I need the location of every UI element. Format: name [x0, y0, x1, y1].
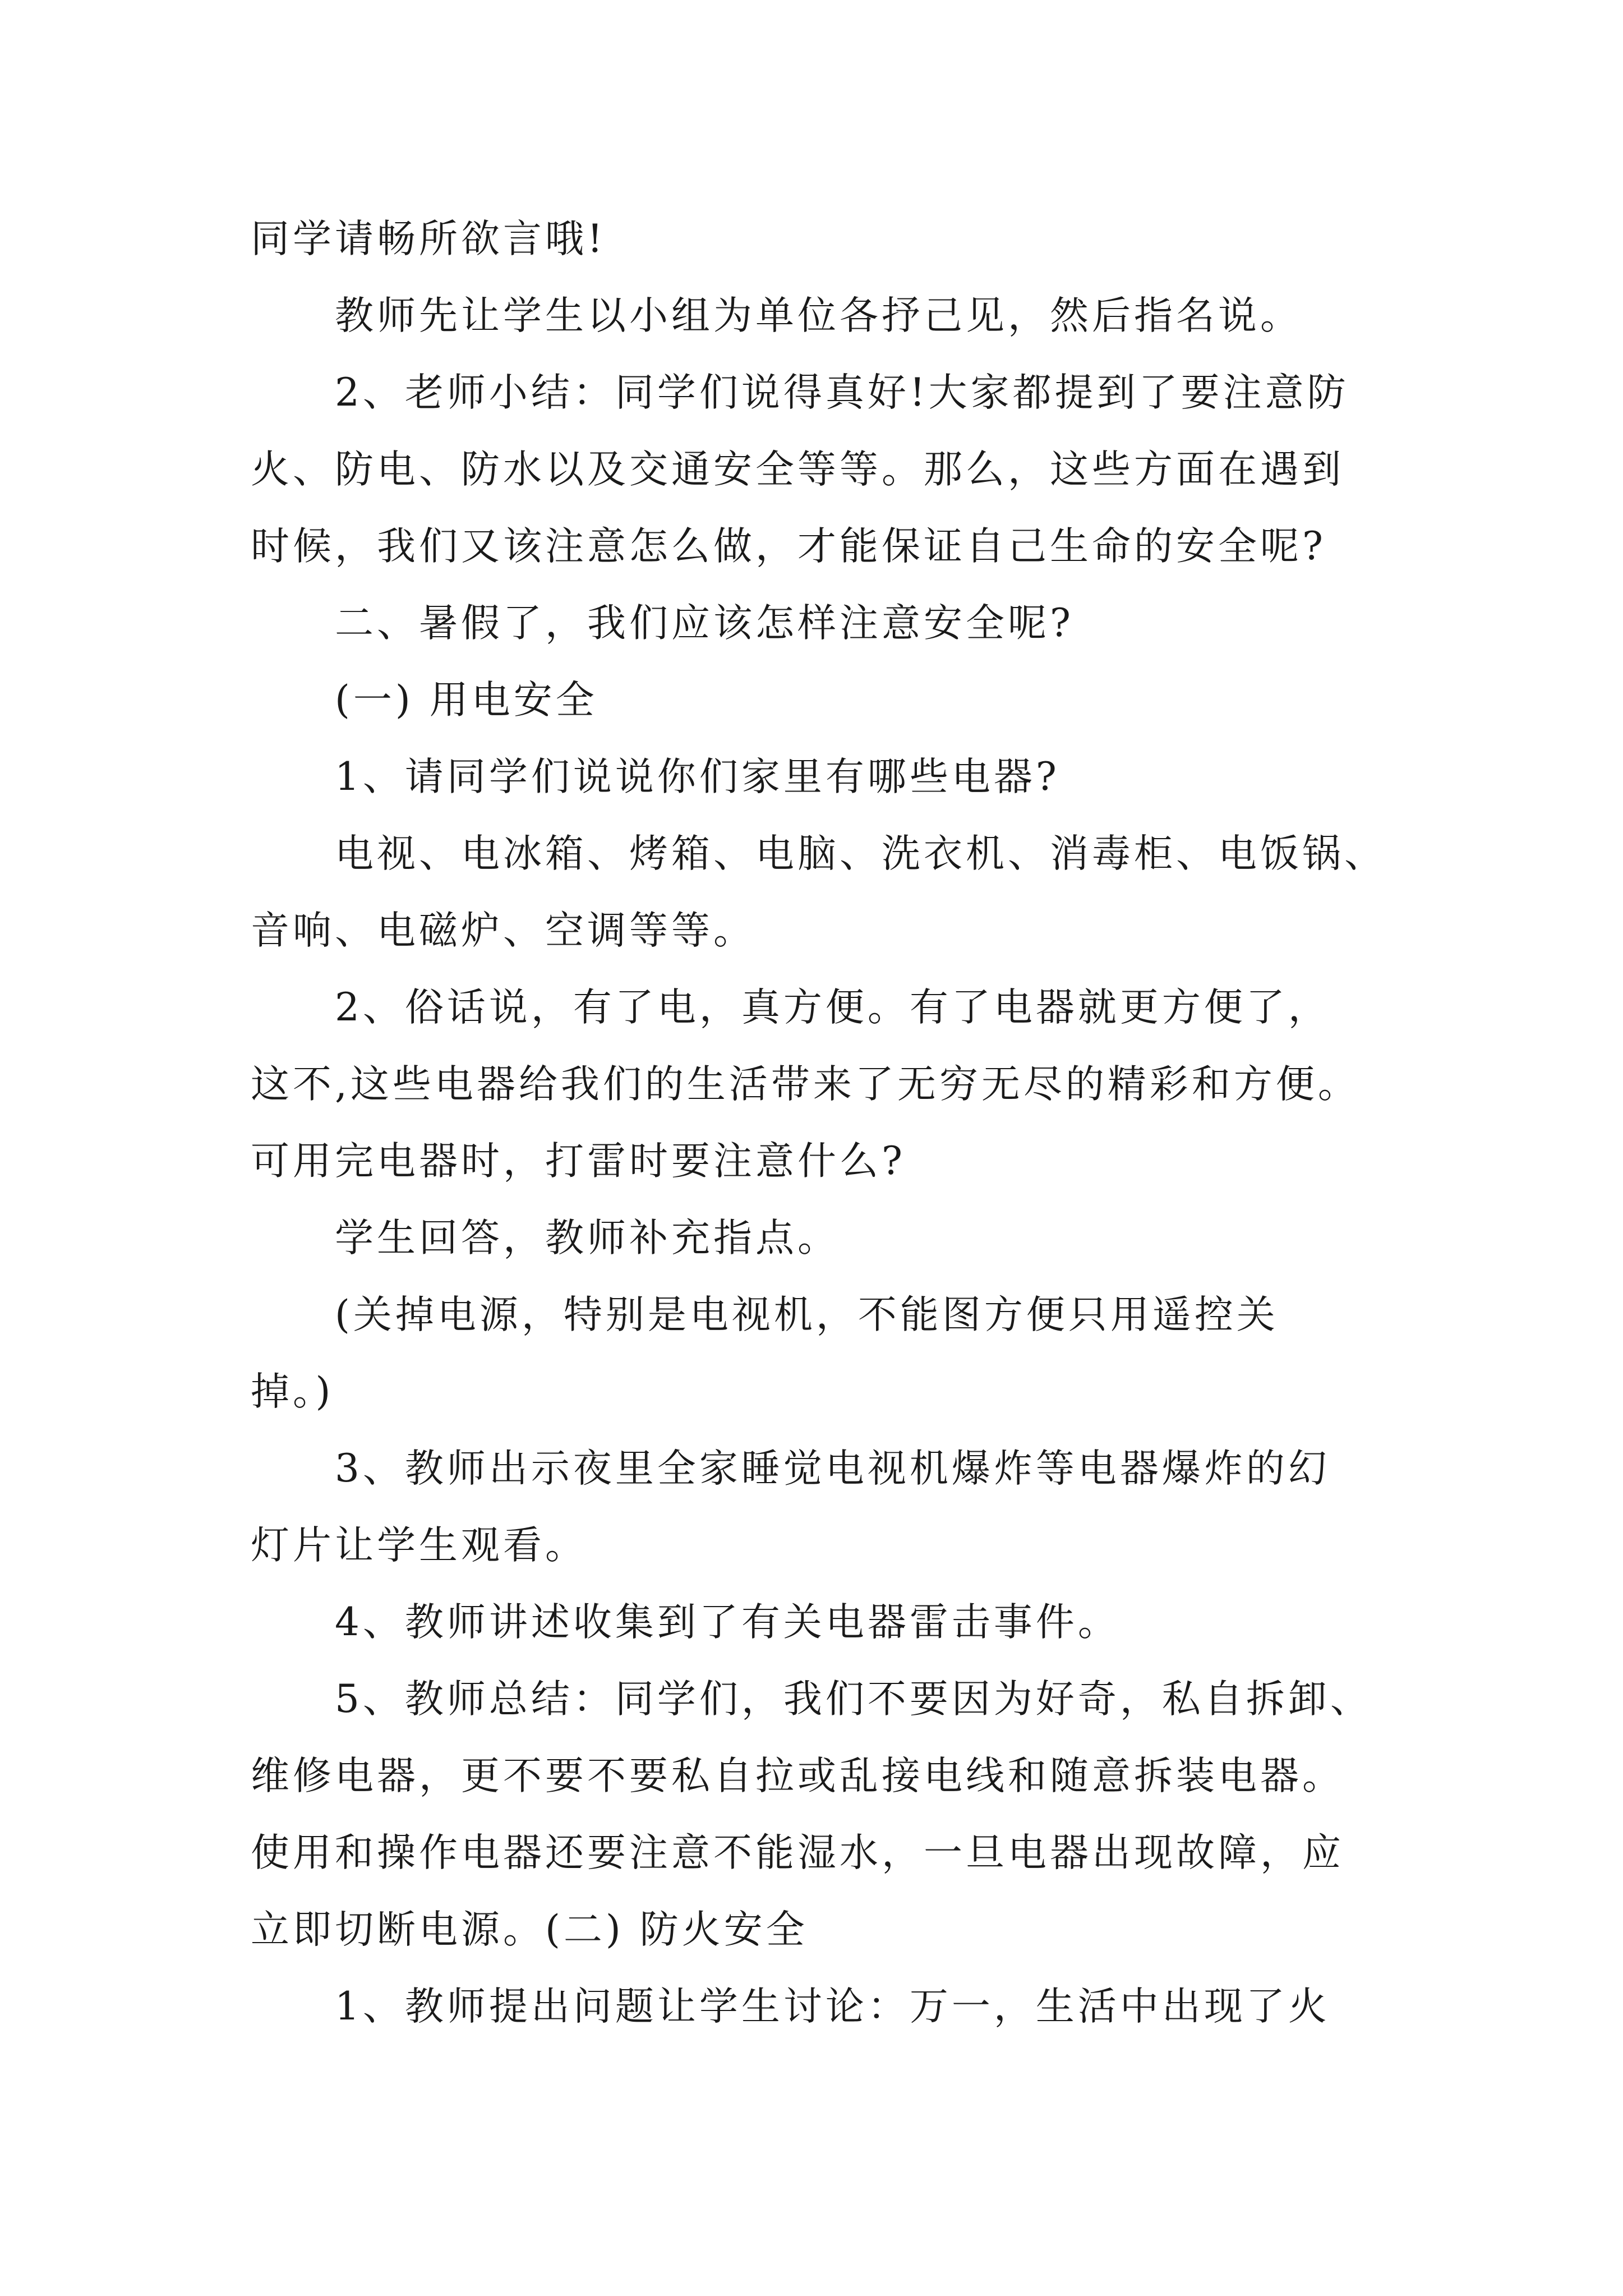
- text-line: 1、请同学们说说你们家里有哪些电器?: [335, 754, 1060, 799]
- text-line: 5、教师总结：同学们，我们不要因为好奇，私自拆卸、: [335, 1677, 1372, 1722]
- text-line: 立即切断电源。(二) 防火安全: [251, 1907, 808, 1952]
- text-line: 4、教师讲述收集到了有关电器雷击事件。: [335, 1600, 1120, 1645]
- text-line: 掉。): [251, 1369, 334, 1414]
- text-line: 学生回答，教师补充指点。: [335, 1216, 840, 1260]
- text-line: 同学请畅所欲言哦!: [251, 217, 606, 261]
- text-line: 维修电器，更不要不要私自拉或乱接电线和随意拆装电器。: [251, 1754, 1344, 1798]
- text-line: 灯片让学生观看。: [251, 1523, 587, 1568]
- section-heading: (一) 用电安全: [335, 678, 598, 723]
- text-line: 可用完电器时，打雷时要注意什么?: [251, 1139, 906, 1184]
- text-line: 教师先让学生以小组为单位各抒己见，然后指名说。: [335, 293, 1302, 338]
- text-line: 2、老师小结：同学们说得真好!大家都提到了要注意防: [335, 370, 1349, 415]
- text-line: 3、教师出示夜里全家睡觉电视机爆炸等电器爆炸的幻: [335, 1446, 1330, 1491]
- text-line: 二、暑假了，我们应该怎样注意安全呢?: [335, 601, 1074, 646]
- text-line: 电视、电冰箱、烤箱、电脑、洗衣机、消毒柜、电饭锅、: [335, 831, 1386, 876]
- text-line: 时候，我们又该注意怎么做，才能保证自己生命的安全呢?: [251, 524, 1326, 569]
- text-line: 音响、电磁炉、空调等等。: [251, 908, 755, 953]
- text-line: 火、防电、防水以及交通安全等等。那么，这些方面在遇到: [251, 447, 1344, 492]
- text-line: 这不,这些电器给我们的生活带来了无穷无尽的精彩和方便。: [251, 1062, 1360, 1107]
- text-line: 使用和操作电器还要注意不能湿水，一旦电器出现故障，应: [251, 1830, 1344, 1875]
- text-line: (关掉电源，特别是电视机，不能图方便只用遥控关: [335, 1292, 1279, 1337]
- text-line: 2、俗话说，有了电，真方便。有了电器就更方便了，: [335, 985, 1330, 1030]
- text-line: 1、教师提出问题让学生讨论：万一，生活中出现了火: [335, 1984, 1330, 2029]
